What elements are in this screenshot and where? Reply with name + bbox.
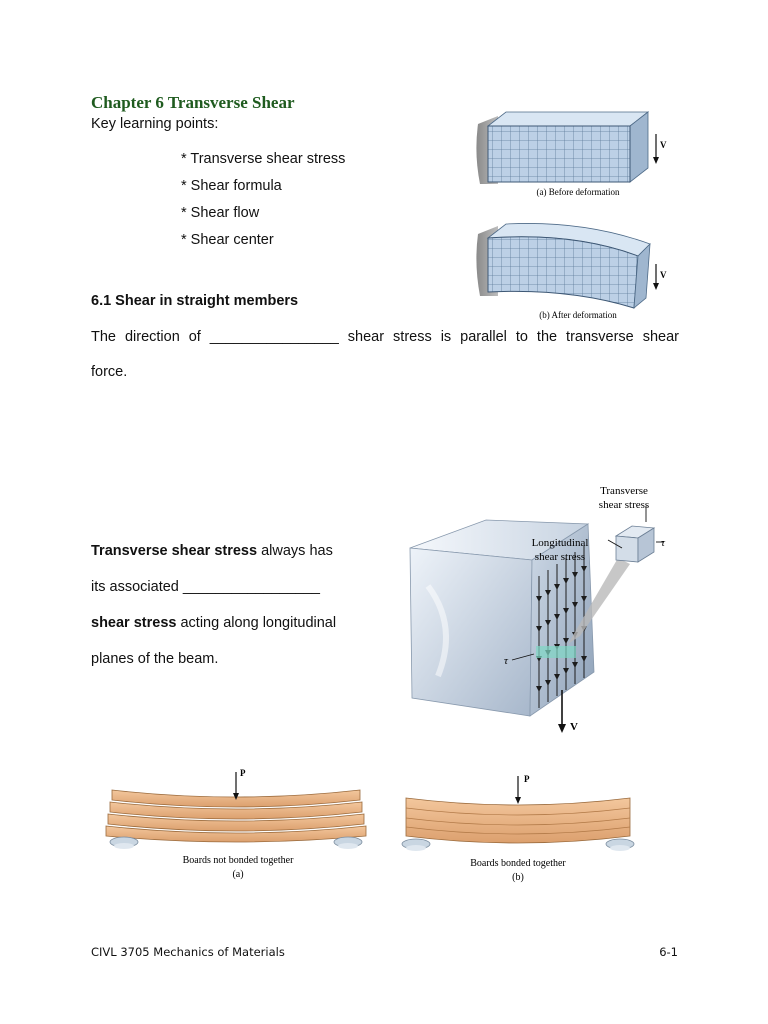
label-longitudinal-2: shear stress bbox=[534, 551, 586, 563]
paragraph-2-line-1: Transverse shear stress always has bbox=[91, 543, 333, 559]
label-longitudinal-1: Longitudinal bbox=[531, 537, 589, 549]
label-transverse-1: Transverse bbox=[600, 485, 648, 497]
caption-before: (a) Before deformation bbox=[536, 187, 620, 197]
label-boards-a: (a) bbox=[232, 869, 244, 880]
key-points-label: Key learning points: bbox=[91, 116, 219, 132]
footer-page-number: 6-1 bbox=[659, 945, 678, 959]
shear-force-label: V bbox=[570, 721, 578, 733]
load-label-boards-a: P bbox=[240, 768, 246, 778]
key-point-3: * Shear flow bbox=[181, 205, 260, 221]
paragraph-2-line-2: its associated _________________ bbox=[91, 579, 320, 595]
section-heading: 6.1 Shear in straight members bbox=[91, 293, 299, 309]
label-boards-b: (b) bbox=[512, 872, 524, 883]
key-point-1: * Transverse shear stress bbox=[181, 151, 346, 167]
boards-figure bbox=[104, 764, 664, 894]
paragraph-1-line-1: The direction of ________________ shear stress is parallel to the transverse shear bbox=[91, 329, 679, 345]
load-label-a: V bbox=[660, 140, 667, 150]
block-front-face bbox=[410, 548, 532, 716]
tau-label-block: τ bbox=[504, 655, 508, 667]
load-label-boards-b: P bbox=[524, 774, 530, 784]
term-shear-stress: shear stress bbox=[91, 615, 177, 631]
shear-block-figure bbox=[368, 476, 704, 738]
caption-boards-b: Boards bonded together bbox=[470, 858, 566, 869]
deformation-figure bbox=[474, 104, 684, 324]
key-point-4: * Shear center bbox=[181, 232, 274, 248]
footer-course: CIVL 3705 Mechanics of Materials bbox=[91, 945, 285, 959]
tau-label-inset: τ bbox=[661, 537, 665, 549]
term-transverse-shear-stress: Transverse shear stress bbox=[91, 543, 258, 559]
beam-a-top bbox=[488, 112, 648, 126]
chapter-title: Chapter 6 Transverse Shear bbox=[91, 93, 295, 112]
highlighted-element bbox=[536, 646, 576, 658]
caption-boards-a: Boards not bonded together bbox=[182, 855, 294, 866]
beam-a-grid bbox=[488, 126, 630, 182]
key-point-2: * Shear formula bbox=[181, 178, 282, 194]
paragraph-2-line-4: planes of the beam. bbox=[91, 651, 219, 667]
label-transverse-2: shear stress bbox=[598, 499, 650, 511]
caption-after: (b) After deformation bbox=[539, 310, 617, 320]
boards-bonded bbox=[402, 798, 634, 851]
paragraph-2-line-3: shear stress acting along longitudinal bbox=[91, 615, 337, 631]
paragraph-1-line-2: force. bbox=[91, 364, 128, 380]
load-label-b: V bbox=[660, 270, 667, 280]
